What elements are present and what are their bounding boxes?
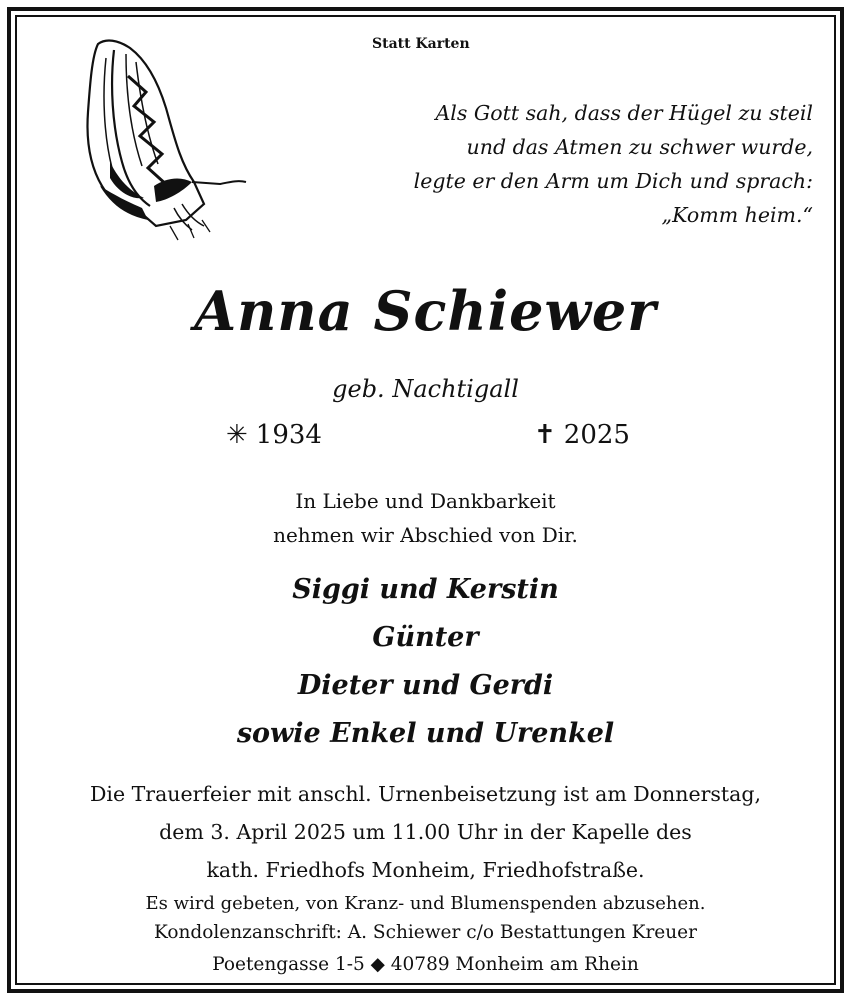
- service-line: kath. Friedhofs Monheim, Friedhofstraße.: [206, 858, 645, 882]
- praying-hands-icon: [70, 36, 250, 250]
- birth-year: 1934: [255, 420, 322, 450]
- cross-icon: ✝: [534, 420, 556, 450]
- farewell-text: [0, 484, 851, 552]
- farewell-line: nehmen wir Abschied von Dir.: [273, 523, 578, 547]
- star-icon: ✳: [226, 420, 248, 450]
- contact-line: Poetengasse 1-5 ◆ 40789 Monheim am Rhein: [212, 954, 639, 975]
- farewell-line: In Liebe und Dankbarkeit: [295, 489, 556, 513]
- deceased-name: Anna Schiewer: [194, 279, 657, 343]
- poem-line: „Komm heim.“: [661, 203, 813, 227]
- family-line: Siggi und Kerstin: [292, 574, 559, 605]
- contact-line: Kondolenzanschrift: A. Schiewer c/o Bestattungen Kreuer: [154, 922, 697, 943]
- birth-name: geb. Nachtigall: [332, 375, 519, 403]
- service-line: dem 3. April 2025 um 11.00 Uhr in der Kapelle des: [159, 820, 692, 844]
- death-year: 2025: [563, 420, 630, 450]
- family-line: Günter: [372, 622, 479, 653]
- death-date: [534, 420, 630, 450]
- condolence-address: [0, 917, 851, 981]
- statt-karten-label: Statt Karten: [372, 36, 470, 52]
- flower-note: Es wird gebeten, von Kranz- und Blumenspenden abzusehen.: [145, 893, 706, 914]
- family-line: sowie Enkel und Urenkel: [236, 718, 615, 749]
- family-line: Dieter und Gerdi: [297, 670, 554, 701]
- service-details: [0, 775, 851, 919]
- poem-line: und das Atmen zu schwer wurde,: [466, 135, 813, 159]
- poem-line: Als Gott sah, dass der Hügel zu steil: [435, 101, 813, 125]
- birth-date: [226, 420, 322, 450]
- poem-line: legte er den Arm um Dich und sprach:: [413, 169, 813, 193]
- poem: [414, 96, 813, 232]
- family-names: [0, 566, 851, 758]
- service-line: Die Trauerfeier mit anschl. Urnenbeisetzung ist am Donnerstag,: [89, 782, 762, 806]
